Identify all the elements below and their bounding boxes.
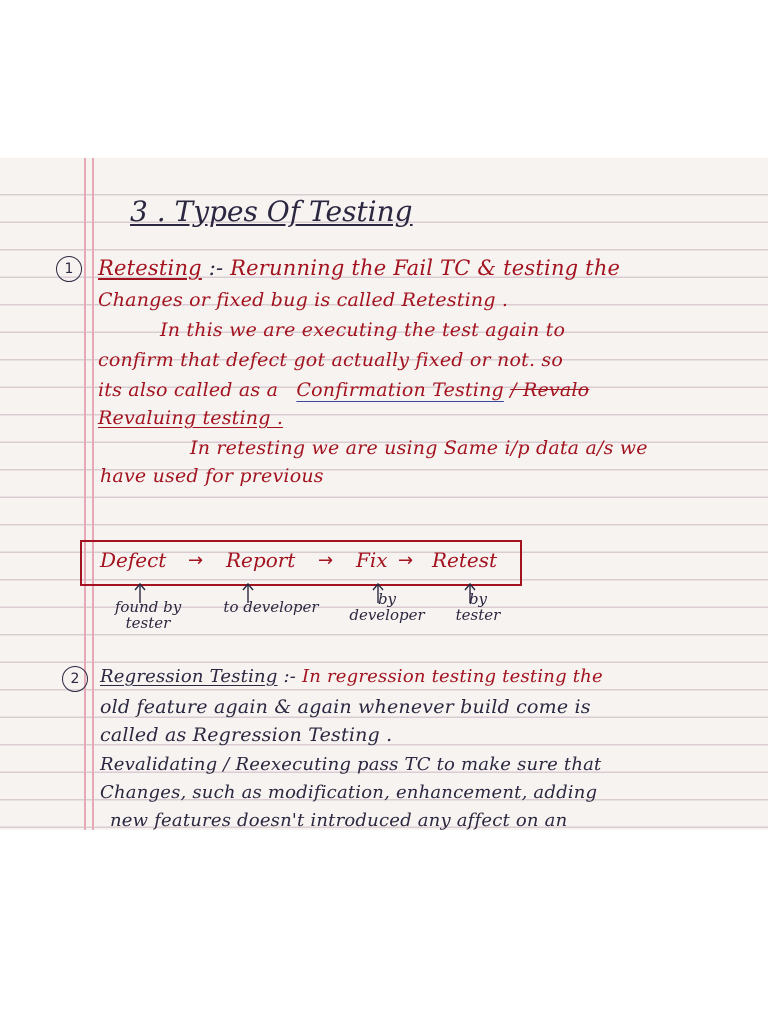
section-1-line-8: have used for previous [100, 465, 324, 487]
section-2-line-4: Revalidating / Reexecuting pass TC to make sure that [100, 754, 602, 775]
flow-note-by-developer: by developer [349, 590, 425, 624]
flow-note-found-by-tester: found by tester [114, 598, 182, 632]
flow-note-to-developer: to developer [223, 598, 319, 616]
page-title: 3 . Types Of Testing [130, 195, 413, 228]
section-2-line-2: old feature again & again whenever build come is [100, 696, 591, 718]
flow-arrow-3: → [398, 550, 414, 571]
section-2-number: 2 [62, 666, 88, 692]
struck-word: / Revalo [510, 379, 590, 401]
confirmation-testing-term: Confirmation Testing [296, 379, 504, 401]
section-1-line-4: confirm that defect got actually fixed or not. so [98, 349, 564, 371]
section-2-line-3: called as Regression Testing . [100, 724, 393, 746]
flow-note-by-tester: by tester [455, 590, 501, 624]
section-1-line-5-text: its also called as a [98, 379, 279, 401]
section-2-line-6: new features doesn't introduced any affect on an [110, 810, 568, 830]
margin-line-left [84, 158, 86, 830]
section-2-line-5: Changes, such as modification, enhancement, adding [100, 782, 598, 803]
flow-step-fix: Fix [356, 548, 388, 572]
section-1-separator: :- [208, 256, 224, 280]
section-1-line-1: Rerunning the Fail TC & testing the [230, 256, 621, 280]
section-2-heading-line [100, 668, 603, 686]
flow-arrow-1: → [188, 550, 204, 571]
margin-line-right [92, 158, 94, 830]
section-1-line-5 [98, 381, 589, 400]
section-1-heading: Retesting [98, 256, 202, 280]
section-1-line-7: In retesting we are using Same i/p data a/s we [190, 437, 648, 459]
flow-step-report: Report [226, 548, 296, 572]
section-1-line-2: Changes or fixed bug is called Retesting . [98, 289, 509, 311]
section-1-line-3: In this we are executing the test again to [160, 319, 566, 341]
section-1-number: 1 [56, 256, 82, 282]
flow-step-defect: Defect [100, 548, 167, 572]
flow-arrow-2: → [318, 550, 334, 571]
section-1-line-6: Revaluing testing . [98, 407, 284, 429]
section-2-separator: :- [283, 666, 297, 687]
notebook-page [0, 158, 768, 830]
section-1-heading-line [98, 258, 620, 279]
flow-step-retest: Retest [432, 548, 498, 572]
section-2-heading: Regression Testing [100, 666, 278, 687]
section-2-line-1: In regression testing testing the [301, 666, 603, 687]
